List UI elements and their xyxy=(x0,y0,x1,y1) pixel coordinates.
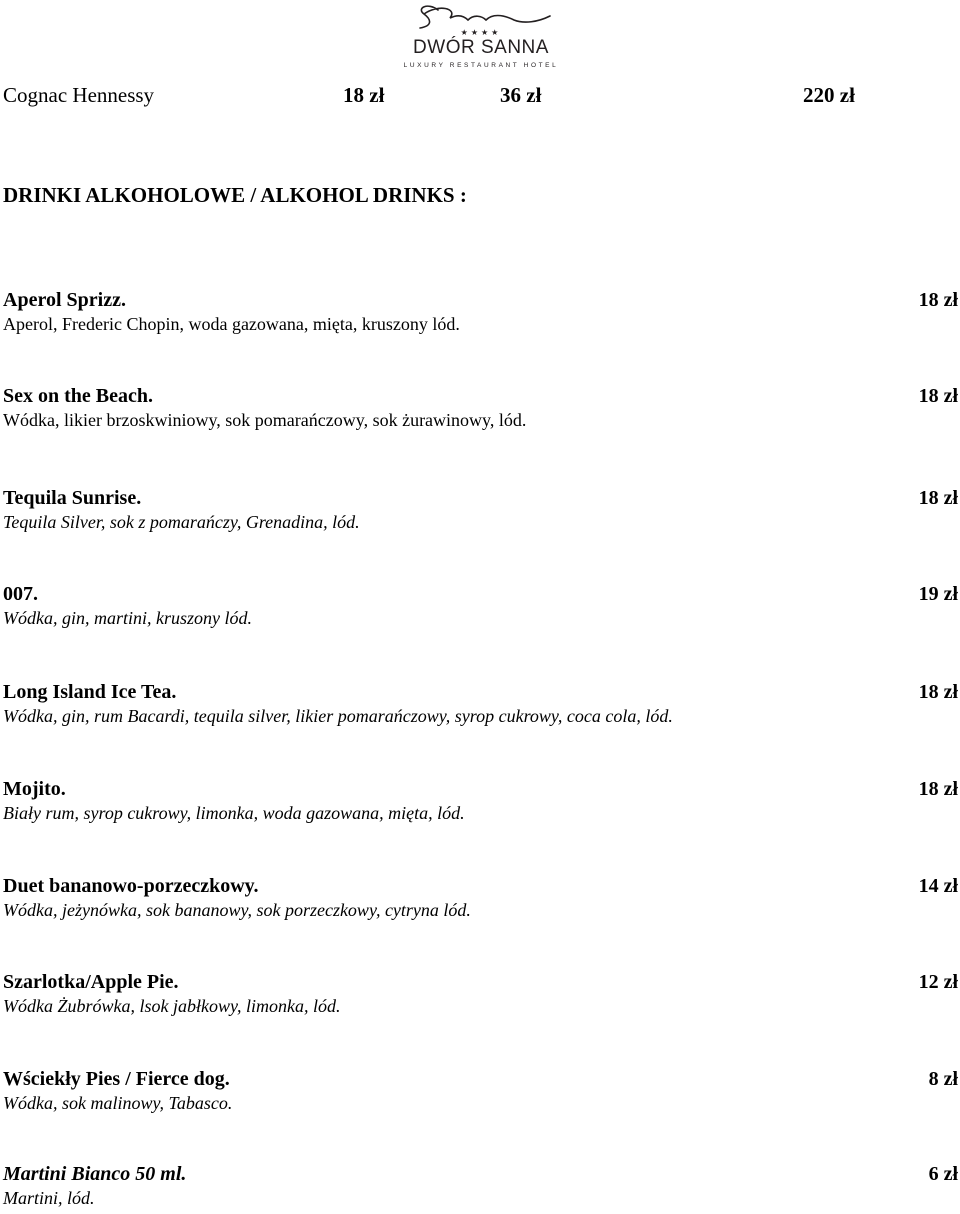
drink-price: 18 zł xyxy=(918,487,958,509)
drink-item xyxy=(3,384,958,436)
drink-item xyxy=(3,874,958,926)
drink-price: 18 zł xyxy=(918,681,958,703)
drink-name: 007. xyxy=(3,583,38,605)
drink-description: Martini, lód. xyxy=(3,1188,95,1208)
drink-price: 18 zł xyxy=(918,385,958,407)
drink-name: Szarlotka/Apple Pie. xyxy=(3,971,179,993)
hotel-logo xyxy=(398,0,564,76)
drink-price: 8 zł xyxy=(928,1068,958,1090)
drink-name: Martini Bianco 50 ml. xyxy=(3,1163,187,1185)
drink-name: Duet bananowo-porzeczkowy. xyxy=(3,875,259,897)
drink-name: Aperol Sprizz. xyxy=(3,289,126,311)
drink-item xyxy=(3,680,958,732)
drink-price: 12 zł xyxy=(918,971,958,993)
drink-description: Tequila Silver, sok z pomarańczy, Grenadina, lód. xyxy=(3,512,360,532)
cognac-price-3: 220 zł xyxy=(803,83,855,107)
drink-item xyxy=(3,486,958,538)
drink-price: 18 zł xyxy=(918,289,958,311)
drink-price: 19 zł xyxy=(918,583,958,605)
drink-name: Long Island Ice Tea. xyxy=(3,681,177,703)
cognac-row xyxy=(3,83,953,109)
drink-item xyxy=(3,970,958,1022)
section-title: DRINKI ALKOHOLOWE / ALKOHOL DRINKS : xyxy=(3,183,467,207)
logo-name: DWÓR SANNA xyxy=(413,37,549,58)
drink-name: Wściekły Pies / Fierce dog. xyxy=(3,1068,230,1090)
drink-description: Aperol, Frederic Chopin, woda gazowana, mięta, kruszony lód. xyxy=(3,314,460,334)
drink-description: Biały rum, syrop cukrowy, limonka, woda gazowana, mięta, lód. xyxy=(3,803,465,823)
drink-item xyxy=(3,777,958,829)
drink-price: 18 zł xyxy=(918,778,958,800)
drink-description: Wódka, likier brzoskwiniowy, sok pomarańczowy, sok żurawinowy, lód. xyxy=(3,410,527,430)
drink-item xyxy=(3,288,958,340)
drink-description: Wódka, sok malinowy, Tabasco. xyxy=(3,1093,233,1113)
drink-description: Wódka, gin, rum Bacardi, tequila silver, likier pomarańczowy, syrop cukrowy, coca cola, lód. xyxy=(3,706,673,726)
drink-item xyxy=(3,582,958,634)
drink-price: 6 zł xyxy=(928,1163,958,1185)
cognac-name: Cognac Hennessy xyxy=(3,83,155,107)
drink-description: Wódka Żubrówka, lsok jabłkowy, limonka, lód. xyxy=(3,996,341,1016)
cognac-price-2: 36 zł xyxy=(500,83,542,107)
drink-price: 14 zł xyxy=(918,875,958,897)
drink-name: Mojito. xyxy=(3,778,66,800)
drink-description: Wódka, gin, martini, kruszony lód. xyxy=(3,608,252,628)
logo-tagline: LUXURY RESTAURANT HOTEL xyxy=(403,62,559,69)
drink-name: Sex on the Beach. xyxy=(3,385,153,407)
drink-item xyxy=(3,1162,958,1214)
cognac-price-1: 18 zł xyxy=(343,83,385,107)
drink-name: Tequila Sunrise. xyxy=(3,487,142,509)
drink-item xyxy=(3,1067,958,1119)
logo-stars: ★★★★ xyxy=(460,28,502,37)
drink-description: Wódka, jeżynówka, sok bananowy, sok porzeczkowy, cytryna lód. xyxy=(3,900,471,920)
